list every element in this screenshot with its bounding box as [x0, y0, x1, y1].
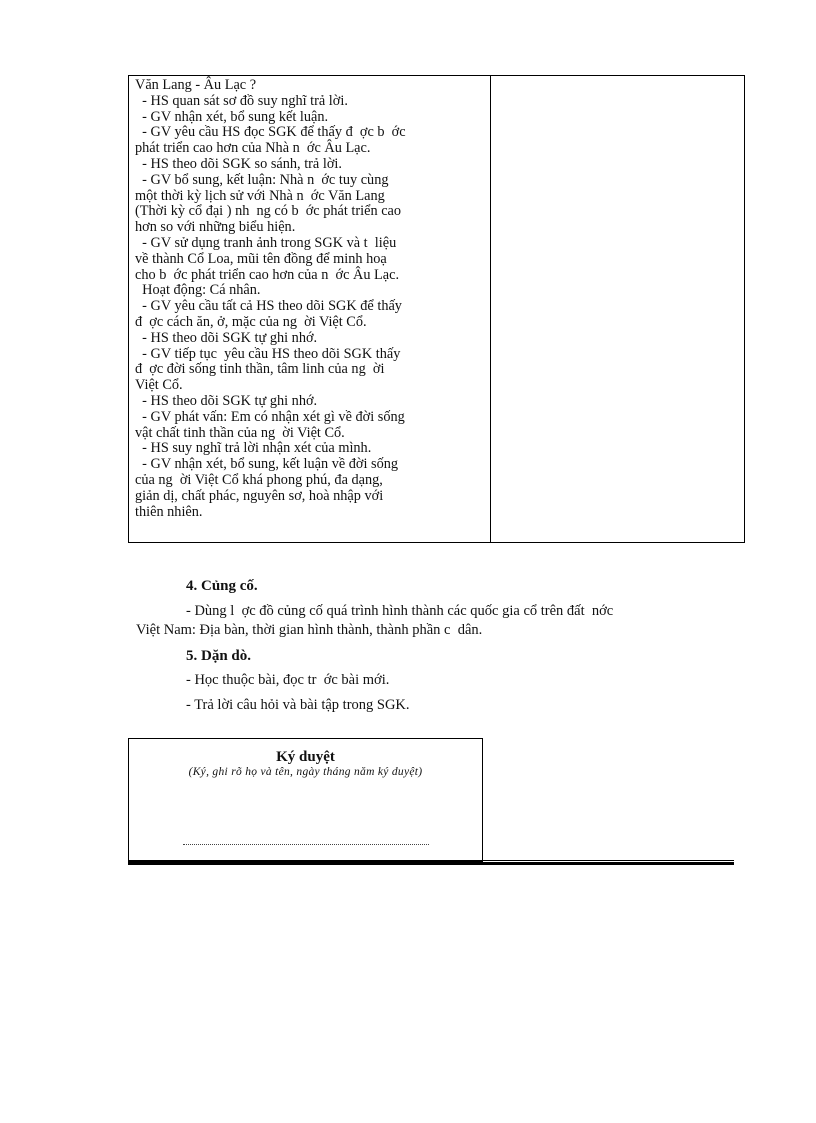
approval-title: Ký duyệt [276, 749, 335, 765]
activity-line: cho b ớc phát triển cao hơn của n ớc Âu Lạc. [135, 266, 400, 283]
section-5-heading: 5. Dặn dò. [186, 648, 252, 664]
section-5-line-1: - Học thuộc bài, đọc tr ớc bài mới. [186, 672, 390, 688]
activity-line: - HS theo dõi SGK tự ghi nhớ. [135, 329, 318, 346]
activity-line: - HS quan sát sơ đồ suy nghĩ trả lời. [135, 92, 348, 109]
activity-line: hơn so với những biểu hiện. [135, 219, 296, 236]
signature-line [183, 844, 429, 845]
activity-line: (Thời kỳ cổ đại ) nh ng có b ớc phát triển cao [135, 203, 402, 220]
section-4-line-1: - Dùng l ợc đồ củng cố quá trình hình thành các quốc gia cổ trên đất nớc [186, 603, 614, 619]
activity-line: - GV tiếp tục yêu cầu HS theo dõi SGK thấy [135, 345, 401, 362]
activity-line: - GV yêu cầu HS đọc SGK để thấy đ ợc b ớc [135, 124, 406, 141]
activity-line: đ ợc cách ăn, ở, mặc của ng ời Việt Cổ. [135, 313, 367, 330]
activity-line: giản dị, chất phác, nguyên sơ, hoà nhập với [135, 487, 384, 504]
activity-line: - HS theo dõi SGK so sánh, trả lời. [135, 155, 342, 172]
activity-line: - HS suy nghĩ trả lời nhận xét của mình. [135, 440, 372, 457]
section-4-heading: 4. Củng cố. [186, 578, 258, 594]
activity-line: Hoạt động: Cá nhân. [135, 282, 261, 299]
page-bottom-rule [128, 860, 734, 865]
approval-box [128, 738, 483, 862]
notes-cell [491, 76, 744, 542]
section-5-line-2: - Trả lời câu hỏi và bài tập trong SGK. [186, 697, 410, 713]
activity-line: - HS theo dõi SGK tự ghi nhớ. [135, 392, 318, 409]
activity-line: - GV sử dụng tranh ảnh trong SGK và t liệu [135, 234, 397, 251]
activity-line: - GV phát vấn: Em có nhận xét gì về đời sống [135, 408, 405, 425]
activity-line: phát triển cao hơn của Nhà n ớc Âu Lạc. [135, 140, 371, 157]
activity-line: đ ợc đời sống tinh thần, tâm linh của ng ời [135, 361, 385, 378]
activity-line: Văn Lang - Âu Lạc ? [135, 77, 257, 93]
lesson-table [128, 75, 745, 543]
activity-cell [135, 78, 483, 520]
activity-line: - GV nhận xét, bổ sung, kết luận về đời sống [135, 456, 399, 473]
activity-line: vật chất tinh thần của ng ời Việt Cổ. [135, 424, 345, 441]
activity-line: Việt Cổ. [135, 377, 183, 394]
section-4-line-2: Việt Nam: Địa bàn, thời gian hình thành, thành phần c dân. [136, 622, 483, 638]
activity-line: - GV yêu cầu tất cả HS theo dõi SGK để thấy [135, 298, 402, 315]
approval-instructions: (Ký, ghi rõ họ và tên, ngày tháng năm ký duyệt) [188, 766, 423, 778]
activity-line: của ng ời Việt Cổ khá phong phú, đa dạng, [135, 471, 383, 488]
activity-line: thiên nhiên. [135, 503, 203, 520]
activity-line: một thời kỳ lịch sử với Nhà n ớc Văn Lang [135, 187, 385, 204]
activity-line: về thành Cổ Loa, mũi tên đồng để minh hoạ [135, 250, 387, 267]
activity-line: - GV nhận xét, bổ sung kết luận. [135, 108, 329, 125]
activity-line: - GV bổ sung, kết luận: Nhà n ớc tuy cùng [135, 171, 389, 188]
